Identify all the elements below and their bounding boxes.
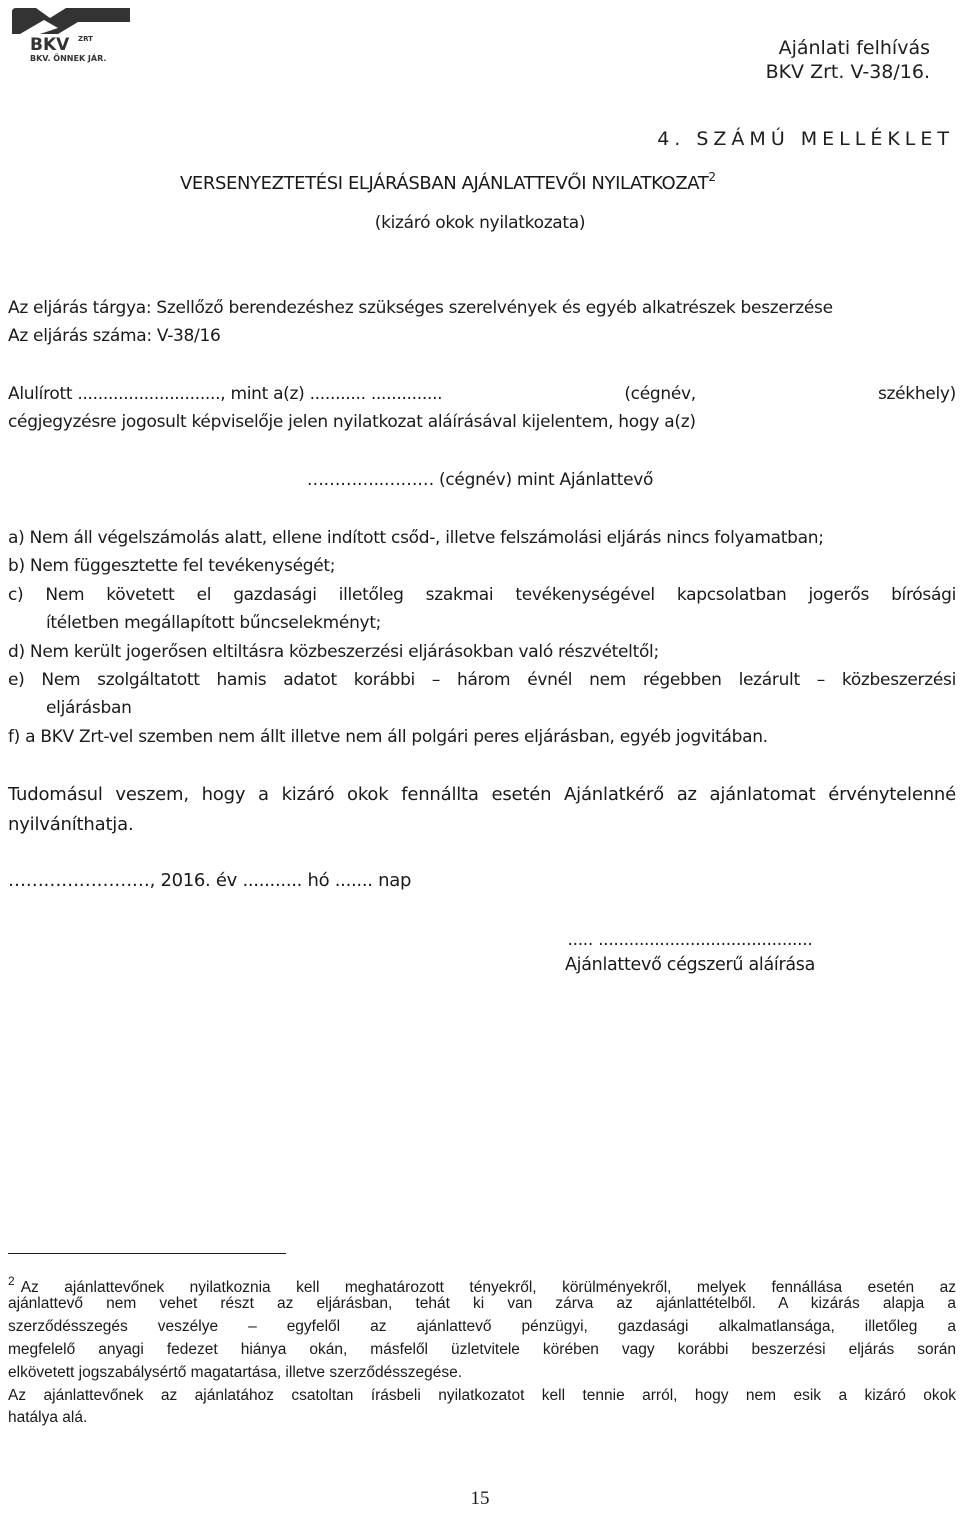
footnote-line-3: szerződésszegés veszélye – egyfelől az ajánlattevő pénzügyi, gazdasági alkalmatlansága, illetőleg a (8, 1318, 956, 1335)
bkv-logo (6, 4, 134, 66)
list-item-c-cont: ítéletben megállapított bűncselekményt; (46, 613, 382, 633)
doc-type: Ajánlati felhívás (778, 37, 930, 59)
footnote-line-7: hatálya alá. (8, 1409, 88, 1426)
title-footnote-ref: 2 (708, 170, 716, 184)
date-line: ……………………, 2016. év ........... hó ....... nap (8, 870, 412, 891)
declarant-fill-in: Alulírott ............................, mint a(z) ........... .............. (8, 384, 443, 404)
declaration-line-3: …………..……… (cégnév) mint Ajánlattevő (306, 470, 654, 490)
company-label: (cégnév, (624, 384, 696, 404)
procedure-subject-value: Szellőző berendezéshez szükséges szerelvények és egyéb alkatrészek beszerzése (156, 298, 833, 318)
list-item-e-cont: eljárásban (46, 698, 132, 718)
list-item-f: f) a BKV Zrt-vel szemben nem állt illetve nem áll polgári peres eljárásban, egyéb jogvitában. (8, 727, 768, 747)
logo-brand-sup: ZRT (78, 35, 93, 43)
procedure-number-value: V-38/16 (156, 326, 221, 346)
list-item-e: e) Nem szolgáltatott hamis adatot korábbi – három évnél nem régebben lezárult – közbeszerzési (8, 670, 956, 690)
procedure-subject (8, 298, 833, 318)
title-text: VERSENYEZTETÉSI ELJÁRÁSBAN AJÁNLATTEVŐI NYILATKOZAT (180, 173, 709, 194)
seat-label: székhely) (877, 384, 956, 404)
declaration-line-2: cégjegyzésre jogosult képviselője jelen nyilatkozat aláírásával kijelentem, hogy a(z) (8, 412, 696, 432)
footnote-number: 2 (8, 1274, 15, 1288)
document-subtitle: (kizáró okok nyilatkozata) (374, 213, 586, 233)
signature-dots: ..... .......................................... (567, 930, 813, 950)
footnote-line-4: megfelelő anyagi fedezet hiánya okán, másfelől üzletvitele körében vagy korábbi beszerzési eljárás során (8, 1341, 956, 1358)
acknowledgement-line-1: Tudomásul veszem, hogy a kizáró okok fennállta esetén Ajánlatkérő az ajánlatomat érvénytelenné (8, 784, 956, 805)
annex-label: 4. SZÁMÚ MELLÉKLET (657, 128, 954, 150)
procedure-number (8, 326, 221, 346)
procedure-number-label: Az eljárás száma: (8, 326, 157, 346)
document-title (180, 170, 716, 194)
footnote-separator (8, 1253, 286, 1254)
list-item-b: b) Nem függesztette fel tevékenységét; (8, 556, 336, 576)
logo-slogan: BKV. ÖNNEK JÁR. (30, 54, 107, 63)
footnote-line-1-text: Az ajánlattevőnek nyilatkoznia kell meghatározott tényekről, körülményekről, melyek fennállása esetén az (20, 1279, 956, 1296)
acknowledgement-line-2: nyilváníthatja. (8, 814, 134, 835)
logo-brand: BKV (30, 35, 70, 55)
page-number: 15 (470, 1488, 490, 1509)
footnote-line-6: Az ajánlattevőnek az ajánlatához csatoltan írásbeli nyilatkozatot kell tennie arról, hogy nem esik a kizáró okok (8, 1387, 956, 1404)
document-header (766, 36, 930, 84)
list-item-d: d) Nem került jogerősen eltiltásra közbeszerzési eljárásokban való részvételtől; (8, 642, 659, 662)
doc-ref: BKV Zrt. V-38/16. (765, 61, 930, 83)
list-item-c: c) Nem követett el gazdasági illetőleg szakmai tevékenységével kapcsolatban jogerős bírósági (8, 585, 956, 605)
list-item-a: a) Nem áll végelszámolás alatt, ellene indított csőd-, illetve felszámolási eljárás nincs folyamatban; (8, 528, 824, 548)
declaration-line-1 (8, 384, 956, 404)
signature-label: Ajánlattevő cégszerű aláírása (565, 955, 815, 975)
procedure-subject-label: Az eljárás tárgya: (8, 298, 157, 318)
footnote-line-5: elkövetett jogszabálysértő magatartása, illetve szerződésszegése. (8, 1364, 463, 1381)
bkv-logo-mark-icon (6, 4, 134, 66)
footnote (8, 1270, 956, 1430)
footnote-line-2: ajánlattevő nem vehet részt az eljárásban, tehát ki van zárva az ajánlattételből. A kizárás alapja a (8, 1295, 956, 1312)
